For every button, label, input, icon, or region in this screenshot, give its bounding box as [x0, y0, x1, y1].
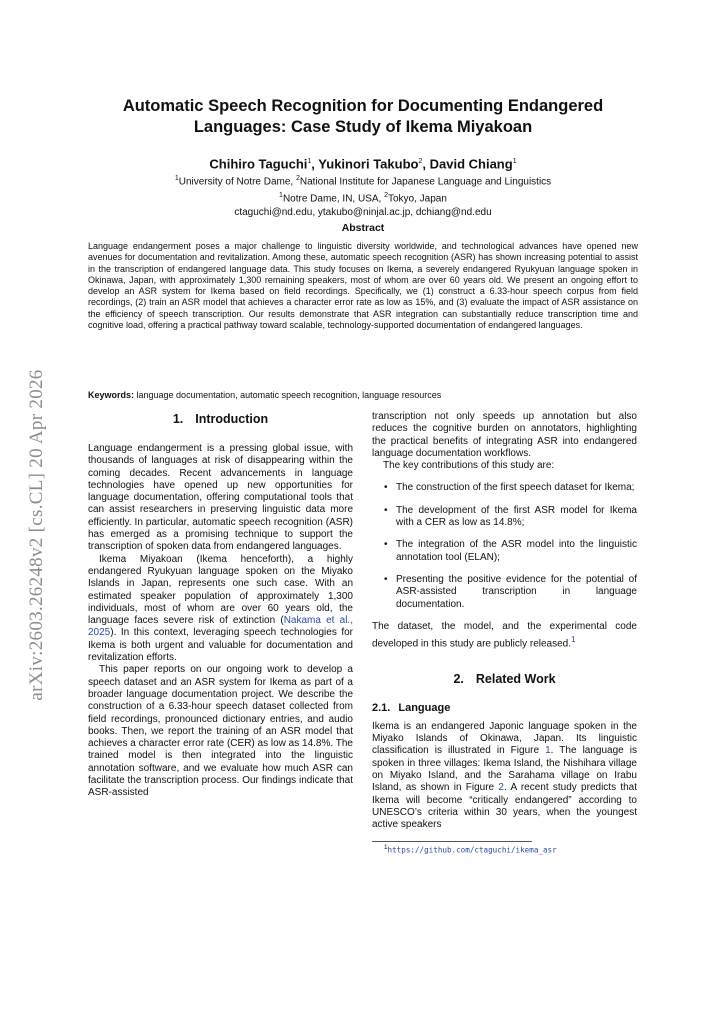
figure-ref-2[interactable]: 2: [498, 782, 504, 794]
author-list: Chihiro Taguchi$^1$, Yukinori Takubo$^2$, David Chiang$^1$: [209, 156, 517, 172]
author-sup: 1: [512, 158, 517, 165]
list-item: • The development of the first ASR model for Ikema with a CER as low as 14.8%;: [372, 505, 637, 530]
list-item: • The construction of the first speech dataset for Ikema;: [372, 482, 637, 494]
section-title: Introduction: [195, 412, 269, 426]
section-heading-related-work: [372, 671, 637, 687]
intro-paragraph-2: [88, 554, 353, 665]
footnote-marker[interactable]: 1: [571, 634, 576, 645]
footnote-divider: [372, 841, 532, 842]
section-title: Related Work: [475, 671, 556, 686]
arxiv-stamp: [22, 285, 52, 785]
keywords-list: language documentation, automatic speech recognition, language resources: [134, 390, 442, 400]
title-line-2: Languages: Case Study of Ikema Miyakoan: [193, 118, 533, 136]
language-text: . A recent study predicts that Ikema will become “critically endangered” according to UNESCO’s criteria within 30 years, when the youngest active speakers: [372, 782, 638, 831]
citation-link[interactable]: Nakama et al., 2025: [88, 615, 353, 639]
contributions-lead: The key contributions of this study are:: [383, 460, 555, 472]
affiliation-institutions: $^1$University of Notre Dame, $^2$National Institute for Japanese Language and Linguistics: [174, 175, 552, 188]
author-name: Chihiro Taguchi: [209, 156, 308, 172]
subsection-title: Language: [398, 701, 451, 714]
subsection-heading-language: [372, 701, 637, 715]
author-emails: ctaguchi@nd.edu, ytakubo@ninjal.ac.jp, dchiang@nd.edu: [234, 206, 492, 218]
language-text: . The language is spoken in three villages: Ikema Island, the Nishihara village on Miyako Island, and the Sarahama village on Irabu Island, as shown in Figure: [372, 745, 637, 794]
affiliation-locations: $^1$Notre Dame, IN, USA, $^2$Tokyo, Japan: [279, 192, 447, 205]
release-text: The dataset, the model, and the experimental code developed in this study are publicly released.: [372, 620, 637, 650]
location-1: Notre Dame, IN, USA,: [282, 193, 385, 205]
intro-paragraph-1: Language endangerment is a pressing global issue, with thousands of languages at risk of disappearing within the coming decades. Recent advancements in language technologies have opened up new opportunities for language documentation, offering computational tools that can assist researchers in preserving linguistic data more efficiently. In particular, automatic speech recognition (ASR) has emerged as a promising technique to support the transcription of spoken data from endangered languages.: [88, 443, 353, 553]
location-2: Tokyo, Japan: [388, 193, 447, 205]
institution-2: National Institute for Japanese Language and Linguistics: [299, 176, 552, 188]
section-heading-introduction: [88, 411, 353, 427]
list-item: • The integration of the ASR model into the linguistic annotation tool (ELAN);: [372, 539, 637, 564]
title-line-1: Automatic Speech Recognition for Documenting Endangered: [122, 97, 604, 115]
list-item: • Presenting the positive evidence for the potential of ASR-assisted transcription in language documentation.: [372, 574, 637, 611]
footnote-mark: 1: [384, 844, 388, 852]
keywords: [88, 390, 441, 401]
footnote: [372, 844, 637, 855]
footnote-url[interactable]: https://github.com/ctaguchi/ikema_asr: [387, 845, 557, 855]
paper-title: [88, 96, 638, 138]
abstract-text: Language endangerment poses a major challenge to linguistic diversity worldwide, and technological advances have opened new avenues for documentation and revitalization. Among these, automatic speech recognition (ASR) has shown increasing potential to assist in the transcription of endangered language data. This study focuses on Ikema, a severely endangered Ryukyuan language spoken in Okinawa, Japan, with approximately 1,300 remaining speakers, most of whom are over 60 years old. We present an ongoing effort to develop an ASR system for Ikema based on field recordings. Specifically, we (1) construct a 6.33-hour speech corpus from field recordings, (2) train an ASR model that achieves a character error rate as low as 15%, and (3) evaluate the impact of ASR assistance on the efficiency of speech transcription. Our results demonstrate that ASR integration can substantially reduce transcription time and cognitive load, offering a practical pathway toward scalable, technology-supported documentation of endangered languages.: [88, 241, 638, 331]
release-paragraph: [372, 621, 637, 651]
intro-p2-text: Ikema Miyakoan (Ikema henceforth), a highly endangered Ryukyuan language spoken on the Miyako Islands in Japan, represents one such case. With an estimated speaker population of approximately 1,300 individuals, most of whom are over 60 years old, the language faces severe risk of extinction (: [88, 553, 353, 627]
section-number: 1.: [172, 412, 184, 426]
left-column: [88, 411, 353, 800]
keywords-label: Keywords:: [88, 390, 135, 400]
language-paragraph: [372, 721, 637, 832]
author-sup: 1: [307, 158, 312, 165]
author-name: David Chiang: [429, 156, 513, 172]
intro-p2-text-end: ). In this context, leveraging speech technologies for Ikema is both urgent and valuable for documentation and revitalization efforts.: [88, 627, 353, 664]
abstract-heading: Abstract: [341, 222, 385, 235]
subsection-number: 2.1.: [372, 701, 391, 714]
language-text: Ikema is an endangered Japonic language spoken in the Miyako Islands of Okinawa, Japan. Its linguistic classification is illustrated in Figure: [372, 720, 637, 757]
contributions-list: [372, 482, 637, 610]
author-name: Yukinori Takubo: [318, 156, 419, 172]
paper-header: [88, 96, 638, 235]
arxiv-id: arXiv:2603.26248v2 [cs.CL] 20 Apr 2026: [26, 369, 47, 701]
institution-1: University of Notre Dame,: [178, 176, 296, 188]
section-number: 2.: [453, 671, 464, 686]
intro-paragraph-4: transcription not only speeds up annotation but also reduces the cognitive burden on annotators, highlighting the practical benefits of integrating ASR into endangered language documentation workflows.: [372, 411, 637, 459]
right-column: [372, 411, 637, 855]
intro-paragraph-3: This paper reports on our ongoing work to develop a speech dataset and an ASR system for Ikema as part of a broader language documentation project. We describe the construction of a 6.33-hour speech dataset collected from field recordings, pronounced dictionary entries, and audio books. Then, we report the training of an ASR model that achieves a character error rate (CER) as low as 14.8%. The trained model is then integrated into the linguistic annotation software, and we evaluate how much ASR can facilitate the transcription process. Our findings indicate that ASR-assisted: [88, 664, 353, 799]
figure-ref-1[interactable]: 1: [545, 745, 551, 757]
author-sup: 2: [418, 158, 423, 165]
